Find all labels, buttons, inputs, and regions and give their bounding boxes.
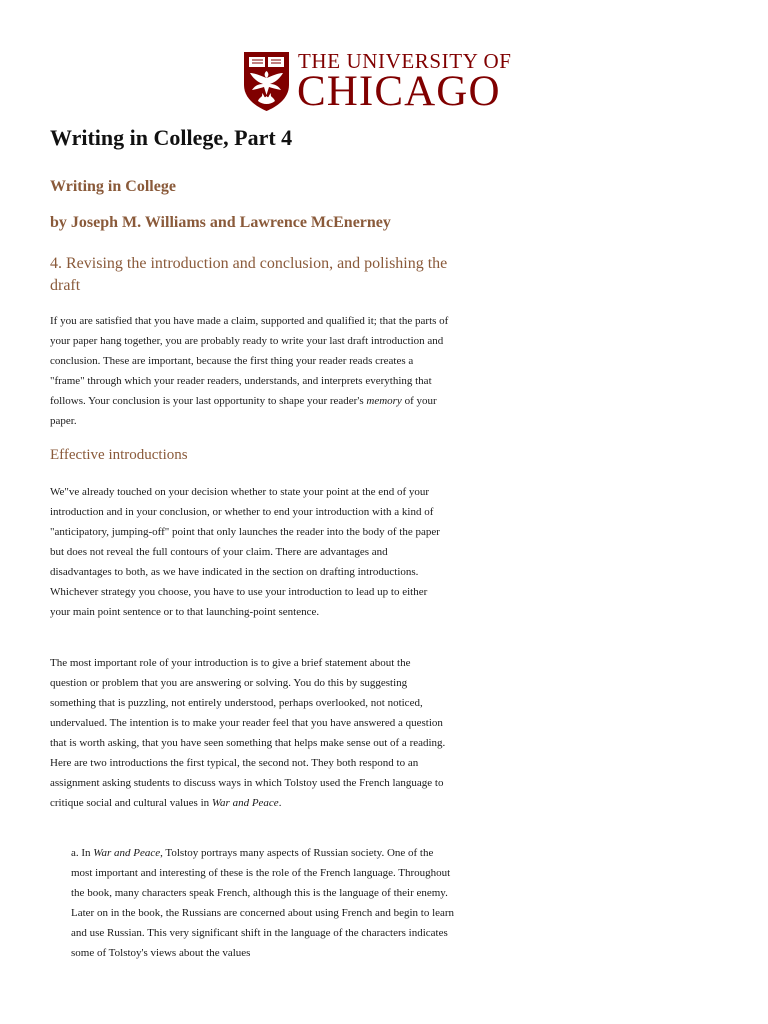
university-logo [243,50,525,114]
university-shield-phoenix-icon [243,51,290,112]
body-paragraph-1-text: If you are satisfied that you have made a claim, supported and qualified it; that the parts of your paper hang together, you are probably ready to write your last draft introduction and conclusion. These are important, because the first thing your reader reads creates a "frame" through which your reader readers, understands, and interprets everything that follows. Your conclusion is your last opportunity to shape your reader's [50,315,449,407]
body-paragraph-1 [50,311,450,431]
body-paragraph-2: We"ve already touched on your decision whether to state your point at the end of your introduction and in your conclusion, or whether to end your introduction with a kind of "anticipatory, jumping-off" point that only launches the reader into the body of the paper but does not reveal the full contours of your claim. There are advantages and disadvantages to both, as we have indicated in the section on drafting introductions. Whichever strategy you choose, you have to use your introduction to lead up to either your main point sentence or to that launching-point sentence. [50,486,440,618]
wordmark-line-2: CHICAGO [297,68,501,115]
body-paragraph-1-end: of your paper. [50,395,437,427]
university-wordmark [297,49,512,115]
body-paragraph-3-end: . [278,797,282,809]
body-paragraph-3-text: The most important role of your introduction is to give a brief statement about the question or problem that you are answering or solving. You do this by suggesting something that is puzzling, not entirely understood, perhaps overlooked, not noticed, undervalued. The intention is to make your reader feel that you have answered a question that is worth asking, that you have seen something that helps make sense out of a reading. Here are two introductions the first typical, the second not. They both respond to an assignment asking students to discuss ways in which Tolstoy used the French language to critique social and cultural values in [50,657,446,809]
subsection-heading: Effective introductions [50,447,188,463]
document-title: Writing in College, Part 4 [50,125,293,150]
series-title: Writing in College [50,178,176,195]
section-heading: 4. Revising the introduction and conclusion, and polishing the draft [50,255,448,294]
example-introduction-a [71,843,456,963]
author-byline: by Joseph M. Williams and Lawrence McEnerney [50,214,391,231]
body-paragraph-3 [50,653,450,813]
example-a-text: , Tolstoy portrays many aspects of Russian society. One of the most important and interesting of these is the role of the French language. Throughout the book, many characters speak French, although this is the language of their enemy. Later on in the book, the Russians are concerned about using French and begin to learn and use Russian. This very significant shift in the language of the characters indicates some of Tolstoy's views about the values [71,847,455,959]
wordmark-line-1: THE UNIVERSITY OF [298,49,512,73]
emphasis-war-and-peace-example: War and Peace [93,847,161,859]
example-a-label: a. In [71,847,94,859]
emphasis-memory: memory [366,395,402,407]
emphasis-war-and-peace: War and Peace [211,797,279,809]
